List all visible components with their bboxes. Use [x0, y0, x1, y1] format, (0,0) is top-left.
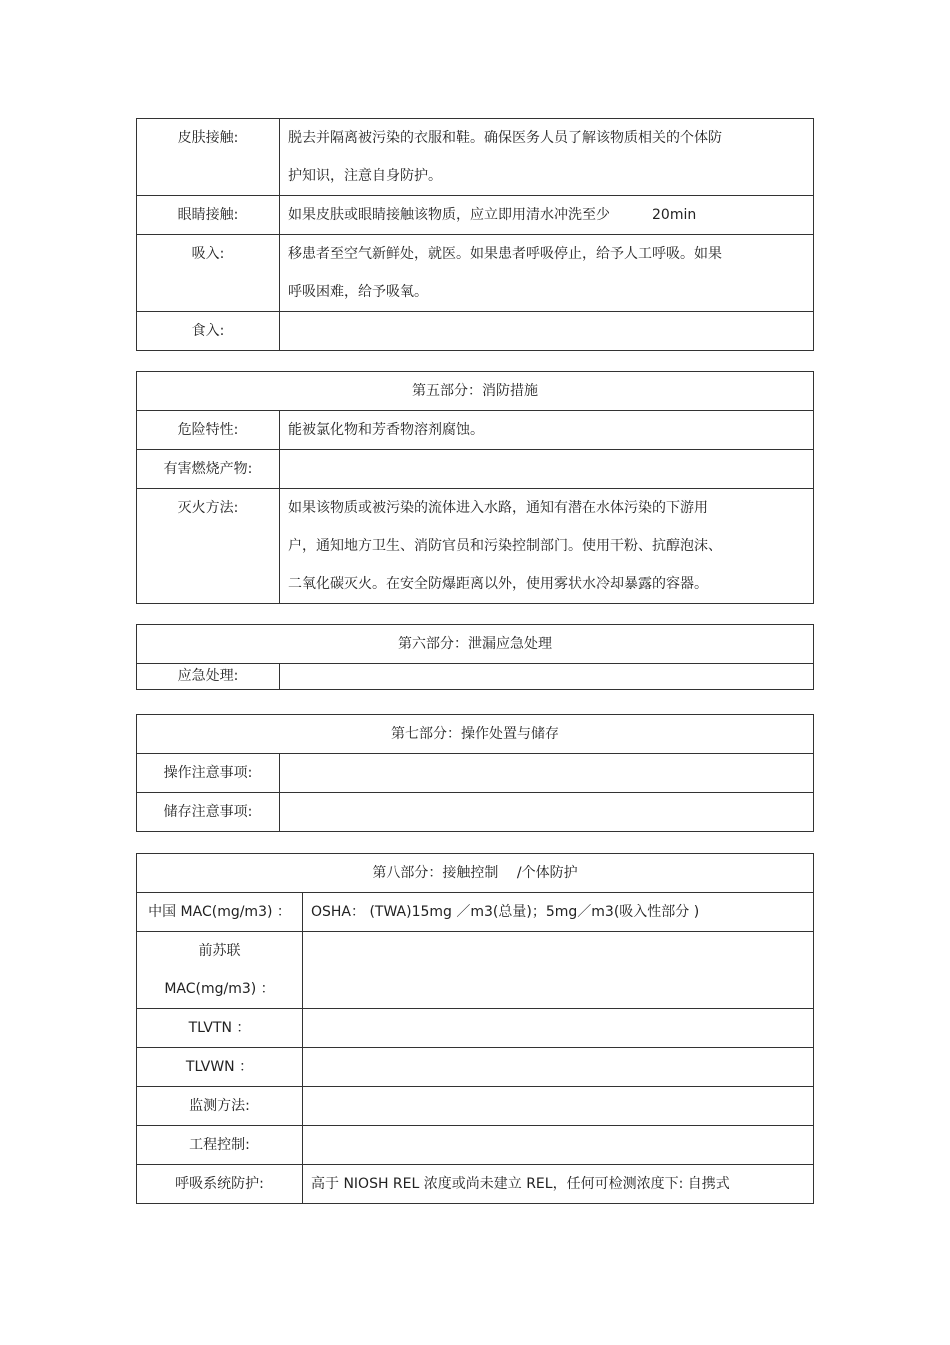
value-line: 呼吸困难，给予吸氧。 [288, 284, 428, 300]
table-row [137, 196, 814, 235]
value-line: 户，通知地方卫生、消防官员和污染控制部门。使用干粉、抗醇泡沫、 [288, 538, 722, 554]
row-label: 食入: [137, 312, 280, 351]
value-line: 护知识，注意自身防护。 [288, 168, 442, 184]
value-line: 二氧化碳灭火。在安全防爆距离以外，使用雾状水冷却暴露的容器。 [288, 576, 708, 592]
spill-response-table [136, 624, 814, 690]
value-line: 如果该物质或被污染的流体进入水路，通知有潜在水体污染的下游用 [288, 500, 708, 516]
row-value: 能被氯化物和芳香物溶剂腐蚀。 [280, 411, 814, 450]
row-value: OSHA： (TWA)15mg ／m3(总量)；5mg／m3(吸入性部分 ) [303, 893, 814, 932]
handling-storage-table [136, 714, 814, 832]
fire-fighting-table [136, 371, 814, 604]
row-value: 高于 NIOSH REL 浓度或尚未建立 REL，任何可检测浓度下: 自携式 [303, 1165, 814, 1204]
row-label: 应急处理: [137, 664, 280, 690]
value-line: 脱去并隔离被污染的衣服和鞋。确保医务人员了解该物质相关的个体防 [288, 130, 722, 146]
row-value: 如果皮肤或眼睛接触该物质，应立即用清水冲洗至少 20min [280, 196, 814, 235]
row-label: 眼睛接触: [137, 196, 280, 235]
row-label: 吸入: [137, 235, 280, 312]
row-value [280, 450, 814, 489]
row-value [303, 1126, 814, 1165]
table-row [137, 1009, 814, 1048]
row-label: TLVWN ： [137, 1048, 303, 1087]
table-row [137, 119, 814, 196]
row-label: 中国 MAC(mg/m3) ： [137, 893, 303, 932]
table-row [137, 715, 814, 754]
table-row [137, 312, 814, 351]
row-value [303, 932, 814, 1009]
label-line: 前苏联 [198, 943, 241, 959]
row-value [303, 1087, 814, 1126]
row-label: 操作注意事项: [137, 754, 280, 793]
section-title: 第八部分：接触控制 /个体防护 [137, 854, 814, 893]
row-value [280, 754, 814, 793]
section-title: 第六部分：泄漏应急处理 [137, 625, 814, 664]
table-row [137, 235, 814, 312]
row-label: 有害燃烧产物: [137, 450, 280, 489]
table-row [137, 1126, 814, 1165]
table-row [137, 450, 814, 489]
row-label: 皮肤接触: [137, 119, 280, 196]
table-row [137, 932, 814, 1009]
row-label: 灭火方法: [137, 489, 280, 604]
row-label: 危险特性: [137, 411, 280, 450]
row-label: 工程控制: [137, 1126, 303, 1165]
row-value [280, 312, 814, 351]
table-row [137, 625, 814, 664]
value-line: 移患者至空气新鲜处，就医。如果患者呼吸停止，给予人工呼吸。如果 [288, 246, 722, 262]
row-label [137, 932, 303, 1009]
row-label: 呼吸系统防护: [137, 1165, 303, 1204]
row-value [280, 119, 814, 196]
row-label: TLVTN ： [137, 1009, 303, 1048]
table-row [137, 793, 814, 832]
table-row [137, 489, 814, 604]
first-aid-table [136, 118, 814, 351]
row-value [303, 1009, 814, 1048]
table-row [137, 372, 814, 411]
exposure-control-table [136, 853, 814, 1204]
table-row [137, 754, 814, 793]
section-title: 第五部分：消防措施 [137, 372, 814, 411]
row-label: 储存注意事项: [137, 793, 280, 832]
table-row [137, 893, 814, 932]
table-row [137, 1048, 814, 1087]
section-title: 第七部分：操作处置与储存 [137, 715, 814, 754]
row-value [280, 664, 814, 690]
row-label: 监测方法: [137, 1087, 303, 1126]
table-row [137, 664, 814, 690]
table-row [137, 854, 814, 893]
row-value [303, 1048, 814, 1087]
row-value [280, 235, 814, 312]
row-value [280, 793, 814, 832]
table-row [137, 1087, 814, 1126]
row-value [280, 489, 814, 604]
table-row [137, 1165, 814, 1204]
label-line: MAC(mg/m3) ： [164, 981, 275, 997]
table-row [137, 411, 814, 450]
